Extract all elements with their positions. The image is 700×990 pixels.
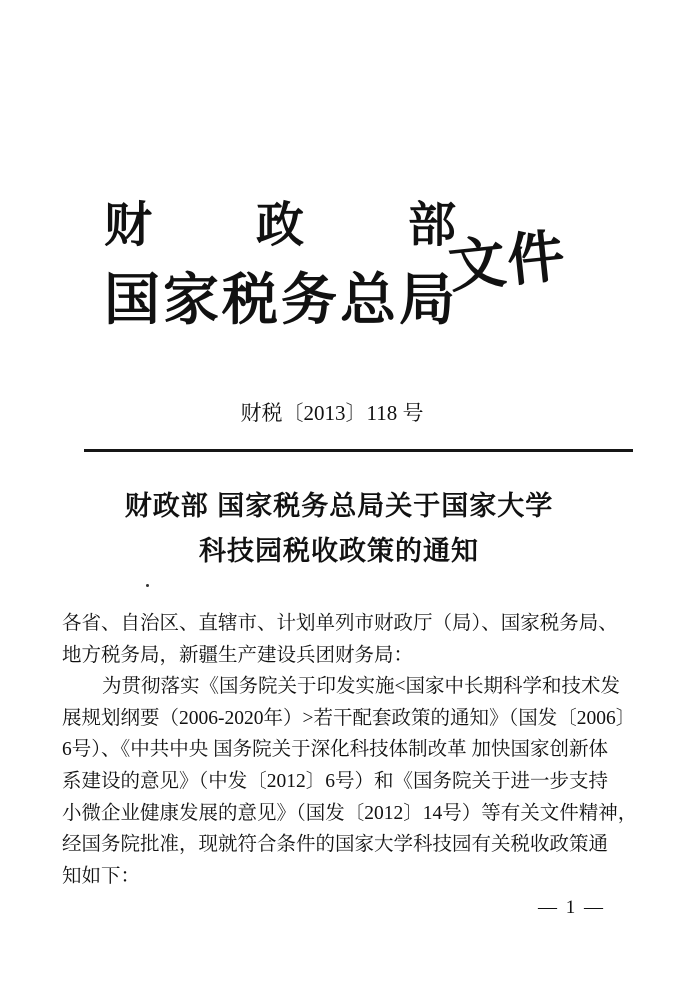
org-char: 财 <box>104 199 153 252</box>
body-line: 6号）、《中共中央 国务院关于深化科技体制改革 加快国家创新体 <box>62 739 609 761</box>
body-line: 知如下： <box>62 865 141 887</box>
body-line: 各省、自治区、直辖市、计划单列市财政厅（局）、国家税务局、 <box>62 613 618 634</box>
document-type-label: 文件 <box>445 224 570 300</box>
header-divider-line <box>84 449 633 452</box>
body-line: 经国务院批准，现就符合条件的国家大学科技园有关税收政策通 <box>62 834 609 856</box>
letterhead <box>104 196 456 332</box>
org-name-tax-administration: 国家税务总局 <box>104 270 458 332</box>
body-line: 地方税务局，新疆生产建设兵团财务局： <box>62 644 414 666</box>
title-line-1: 财政部 国家税务总局关于国家大学 <box>124 491 554 521</box>
body-line: 小微企业健康发展的意见》（国发〔2012〕14号）等有关文件精神， <box>62 802 638 824</box>
document-title <box>0 484 678 574</box>
body-line: 展规划纲要（2006-2020年）>若干配套政策的通知》（国发〔2006〕 <box>62 707 636 729</box>
page-number: — 1 — <box>538 897 605 918</box>
org-char: 部 <box>407 199 456 252</box>
document-body <box>62 608 638 892</box>
document-number: 财税〔2013〕118 号 <box>240 401 424 425</box>
body-line: 系建设的意见》（中发〔2012〕6号）和《国务院关于进一步支持 <box>62 770 609 792</box>
body-line: 为贯彻落实《国务院关于印发实施<国家中长期科学和技术发 <box>102 676 620 698</box>
org-name-ministry <box>104 196 456 256</box>
org-char: 政 <box>255 199 304 252</box>
title-line-2: 科技园税收政策的通知 <box>199 536 479 566</box>
scan-speck <box>146 584 149 587</box>
